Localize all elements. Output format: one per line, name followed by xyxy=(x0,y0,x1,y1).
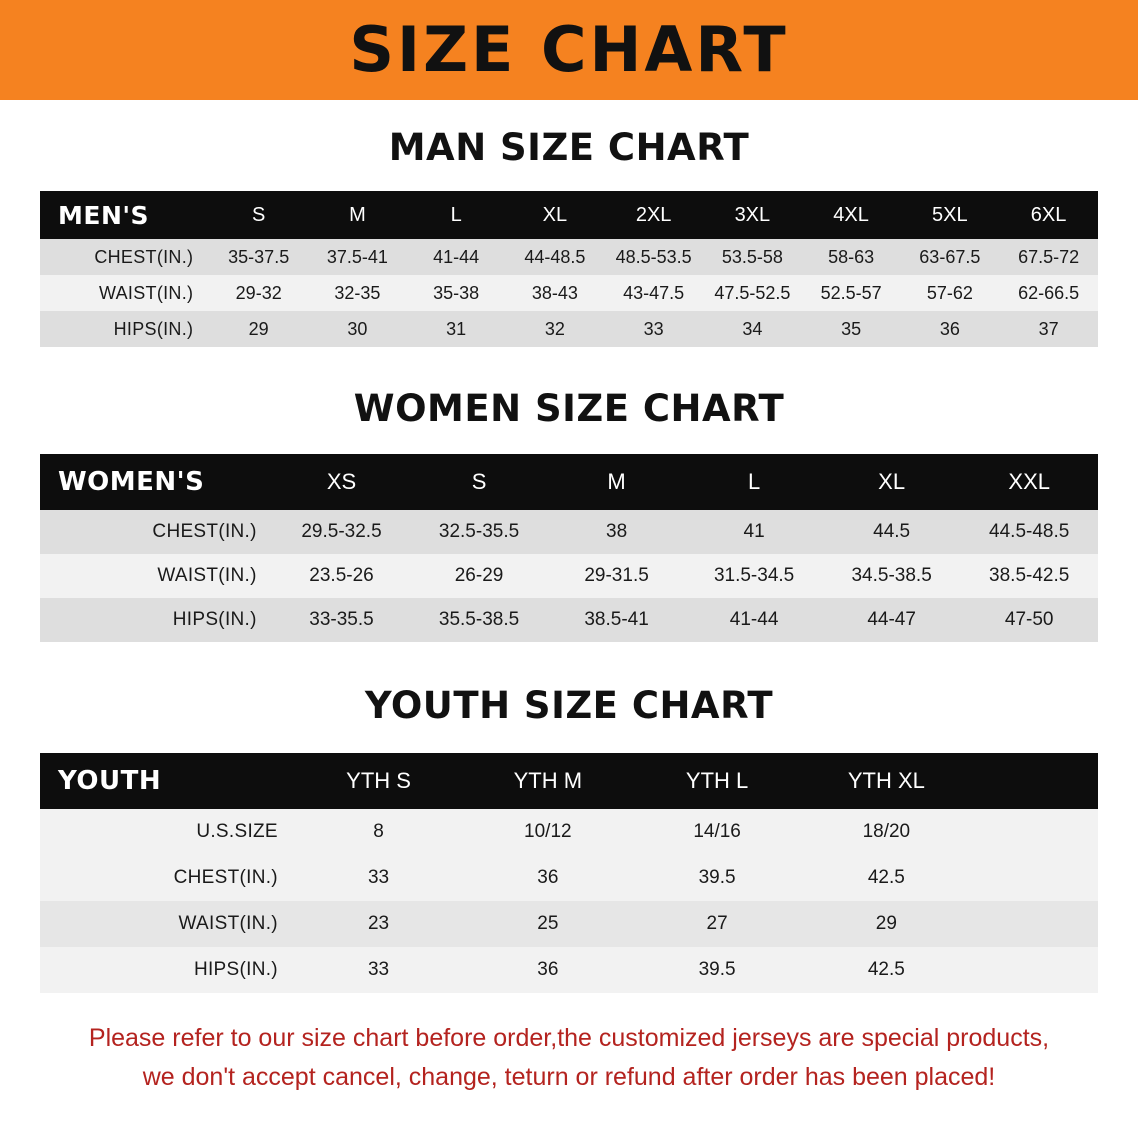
women-size-s: S xyxy=(410,454,548,510)
women-chest-s: 32.5-35.5 xyxy=(410,510,548,554)
man-chest-6xl: 67.5-72 xyxy=(999,239,1098,275)
youth-hips-s: 33 xyxy=(294,947,463,993)
man-size-5xl: 5XL xyxy=(900,191,999,239)
women-waist-xl: 34.5-38.5 xyxy=(823,554,961,598)
disclaimer-note xyxy=(39,1019,1099,1097)
table-row xyxy=(40,510,1098,554)
women-row-waist-label: WAIST(IN.) xyxy=(40,554,273,598)
women-size-table xyxy=(40,454,1098,642)
man-row-waist-label: WAIST(IN.) xyxy=(40,275,209,311)
man-chest-s: 35-37.5 xyxy=(209,239,308,275)
man-waist-m: 32-35 xyxy=(308,275,407,311)
youth-waist-xl: 29 xyxy=(802,901,971,947)
women-waist-xxl: 38.5-42.5 xyxy=(960,554,1098,598)
man-waist-s: 29-32 xyxy=(209,275,308,311)
man-size-m: M xyxy=(308,191,407,239)
man-hips-m: 30 xyxy=(308,311,407,347)
women-row-hips-label: HIPS(IN.) xyxy=(40,598,273,642)
women-waist-s: 26-29 xyxy=(410,554,548,598)
women-row-chest-label: CHEST(IN.) xyxy=(40,510,273,554)
man-waist-xl: 38-43 xyxy=(506,275,605,311)
man-size-s: S xyxy=(209,191,308,239)
man-size-l: L xyxy=(407,191,506,239)
women-waist-xs: 23.5-26 xyxy=(273,554,411,598)
man-hips-s: 29 xyxy=(209,311,308,347)
youth-table-header-row xyxy=(40,753,1098,809)
women-chest-xxl: 44.5-48.5 xyxy=(960,510,1098,554)
women-hips-xs: 33-35.5 xyxy=(273,598,411,642)
women-waist-l: 31.5-34.5 xyxy=(685,554,823,598)
women-hips-xl: 44-47 xyxy=(823,598,961,642)
table-row xyxy=(40,809,1098,855)
women-chest-l: 41 xyxy=(685,510,823,554)
table-row xyxy=(40,901,1098,947)
women-chest-xs: 29.5-32.5 xyxy=(273,510,411,554)
man-chest-5xl: 63-67.5 xyxy=(900,239,999,275)
youth-size-l: YTH L xyxy=(632,753,801,809)
women-size-xxl: XXL xyxy=(960,454,1098,510)
youth-header-spacer xyxy=(971,753,1098,809)
women-chest-xl: 44.5 xyxy=(823,510,961,554)
man-section-heading: MAN SIZE CHART xyxy=(388,126,750,169)
youth-chest-s: 33 xyxy=(294,855,463,901)
women-hips-s: 35.5-38.5 xyxy=(410,598,548,642)
women-hips-xxl: 47-50 xyxy=(960,598,1098,642)
women-waist-m: 29-31.5 xyxy=(548,554,686,598)
man-chest-l: 41-44 xyxy=(407,239,506,275)
youth-row-ussize-label: U.S.SIZE xyxy=(40,809,294,855)
youth-chest-m: 36 xyxy=(463,855,632,901)
table-row xyxy=(40,947,1098,993)
women-size-xs: XS xyxy=(273,454,411,510)
women-section-heading: WOMEN SIZE CHART xyxy=(353,387,785,430)
women-size-xl: XL xyxy=(823,454,961,510)
man-chest-m: 37.5-41 xyxy=(308,239,407,275)
page-title: SIZE CHART xyxy=(349,13,789,86)
man-chest-xl: 44-48.5 xyxy=(506,239,605,275)
disclaimer-line-1: Please refer to our size chart before order,the customized jerseys are special products, xyxy=(88,1024,1050,1052)
youth-section-heading: YOUTH SIZE CHART xyxy=(364,684,774,727)
disclaimer-line-2: we don't accept cancel, change, teturn or refund after order has been placed! xyxy=(142,1062,996,1091)
page-banner xyxy=(0,0,1138,100)
youth-hips-xl: 42.5 xyxy=(802,947,971,993)
women-chest-m: 38 xyxy=(548,510,686,554)
table-row xyxy=(40,239,1098,275)
youth-row-chest-label: CHEST(IN.) xyxy=(40,855,294,901)
man-size-4xl: 4XL xyxy=(802,191,901,239)
man-size-table xyxy=(40,191,1098,347)
man-chest-2xl: 48.5-53.5 xyxy=(604,239,703,275)
women-size-l: L xyxy=(685,454,823,510)
man-row-chest-label: CHEST(IN.) xyxy=(40,239,209,275)
women-size-m: M xyxy=(548,454,686,510)
man-table-header-row xyxy=(40,191,1098,239)
man-hips-6xl: 37 xyxy=(999,311,1098,347)
women-size-table-wrap xyxy=(40,454,1098,642)
youth-row-spacer xyxy=(971,809,1098,855)
man-header-label: MEN'S xyxy=(40,191,209,239)
youth-chest-l: 39.5 xyxy=(632,855,801,901)
youth-size-s: YTH S xyxy=(294,753,463,809)
women-table-header-row xyxy=(40,454,1098,510)
youth-size-table-wrap xyxy=(40,753,1098,993)
youth-ussize-xl: 18/20 xyxy=(802,809,971,855)
man-hips-3xl: 34 xyxy=(703,311,802,347)
women-hips-m: 38.5-41 xyxy=(548,598,686,642)
man-hips-2xl: 33 xyxy=(604,311,703,347)
man-size-2xl: 2XL xyxy=(604,191,703,239)
man-hips-l: 31 xyxy=(407,311,506,347)
youth-ussize-l: 14/16 xyxy=(632,809,801,855)
man-waist-5xl: 57-62 xyxy=(900,275,999,311)
youth-header-label: YOUTH xyxy=(40,753,294,809)
youth-size-table xyxy=(40,753,1098,993)
youth-waist-s: 23 xyxy=(294,901,463,947)
man-hips-5xl: 36 xyxy=(900,311,999,347)
women-header-label: WOMEN'S xyxy=(40,454,273,510)
table-row xyxy=(40,855,1098,901)
youth-row-spacer xyxy=(971,855,1098,901)
youth-row-waist-label: WAIST(IN.) xyxy=(40,901,294,947)
man-waist-l: 35-38 xyxy=(407,275,506,311)
man-chest-3xl: 53.5-58 xyxy=(703,239,802,275)
man-size-3xl: 3XL xyxy=(703,191,802,239)
youth-hips-m: 36 xyxy=(463,947,632,993)
youth-chest-xl: 42.5 xyxy=(802,855,971,901)
youth-waist-m: 25 xyxy=(463,901,632,947)
man-size-xl: XL xyxy=(506,191,605,239)
man-row-hips-label: HIPS(IN.) xyxy=(40,311,209,347)
table-row xyxy=(40,554,1098,598)
man-hips-4xl: 35 xyxy=(802,311,901,347)
man-waist-4xl: 52.5-57 xyxy=(802,275,901,311)
table-row xyxy=(40,598,1098,642)
table-row xyxy=(40,311,1098,347)
youth-row-spacer xyxy=(971,901,1098,947)
table-row xyxy=(40,275,1098,311)
man-chest-4xl: 58-63 xyxy=(802,239,901,275)
youth-row-hips-label: HIPS(IN.) xyxy=(40,947,294,993)
youth-hips-l: 39.5 xyxy=(632,947,801,993)
youth-ussize-s: 8 xyxy=(294,809,463,855)
man-waist-6xl: 62-66.5 xyxy=(999,275,1098,311)
man-size-table-wrap xyxy=(40,191,1098,347)
youth-size-xl: YTH XL xyxy=(802,753,971,809)
man-waist-3xl: 47.5-52.5 xyxy=(703,275,802,311)
man-hips-xl: 32 xyxy=(506,311,605,347)
women-hips-l: 41-44 xyxy=(685,598,823,642)
man-waist-2xl: 43-47.5 xyxy=(604,275,703,311)
youth-waist-l: 27 xyxy=(632,901,801,947)
youth-size-m: YTH M xyxy=(463,753,632,809)
youth-ussize-m: 10/12 xyxy=(463,809,632,855)
man-size-6xl: 6XL xyxy=(999,191,1098,239)
youth-row-spacer xyxy=(971,947,1098,993)
